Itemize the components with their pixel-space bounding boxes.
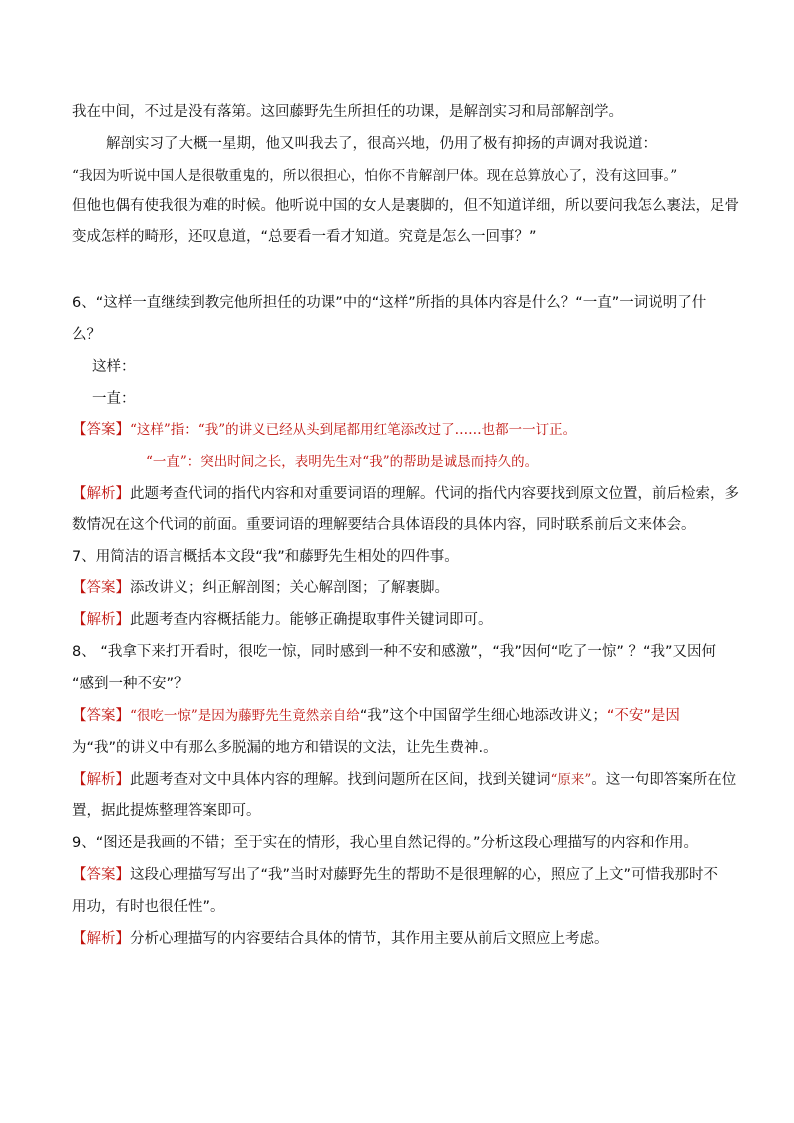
answer-tag: 【答案】 (72, 422, 130, 438)
q9-analysis (72, 929, 609, 949)
q6-blank-yizhi: 一直： (92, 391, 136, 407)
passage-line-5: 变成怎样的畸形，还叹息道，“总要看一看才知道。究竟是怎么一回事？” (72, 229, 537, 245)
q9-line-1: 9、“图还是我画的不错；至于实在的情形，我心里自然记得的。”分析这段心理描写的内容和作用。 (72, 835, 698, 851)
q8-answer-line-1 (72, 706, 680, 726)
passage-line-4: 但他也偶有使我很为难的时候。他听说中国的女人是裹脚的，但不知道详细，所以要问我怎么裹法，足骨 (72, 198, 739, 214)
q9-answer-line-1 (72, 865, 718, 885)
q8-analysis-line-1 (72, 770, 736, 790)
analysis-tag: 【解析】 (72, 772, 130, 788)
q6-analysis-line-2: 数情况在这个代词的前面。重要词语的理解要结合具体语段的具体内容，同时联系前后文来体会。 (72, 517, 696, 533)
q6-line-2: 么？ (72, 327, 101, 343)
passage-line-2: 解剖实习了大概一星期，他又叫我去了，很高兴地，仍用了极有抑扬的声调对我说道： (106, 136, 657, 152)
q8-analysis-text-1c: 。这一句即答案所在位 (591, 772, 737, 788)
q8-analysis-line-2: 置，据此提炼整理答案即可。 (72, 803, 261, 819)
q8-analysis-keyword: “原来” (550, 772, 592, 788)
q6-line-1: 6、“这样一直继续到教完他所担任的功课”中的“这样”所指的具体内容是什么？“一直”一词说明了什 (72, 295, 707, 311)
passage-line-1: 我在中间，不过是没有落第。这回藤野先生所担任的功课，是解剖实习和局部解剖学。 (72, 104, 623, 120)
q7-line-1: 7、用简洁的语言概括本文段“我”和藤野先生相处的四件事。 (72, 549, 459, 565)
analysis-tag: 【解析】 (72, 486, 130, 502)
answer-tag: 【答案】 (72, 708, 130, 724)
q7-analysis (72, 610, 493, 630)
q8-answer-text-1b: “我”这个中国留学生细心地添改讲义； (359, 708, 607, 724)
q8-analysis-text-1a: 此题考查对文中具体内容的理解。找到问题所在区间，找到关键词 (130, 772, 551, 788)
analysis-tag: 【解析】 (72, 612, 130, 628)
q6-answer-text-2: “一直”：突出时间之长，表明先生对“我”的帮助是诚恳而持久的。 (146, 454, 539, 470)
q6-analysis-line-1 (72, 484, 739, 504)
q6-answer-text-1: “这样”指：“我”的讲义已经从头到尾都用红笔添改过了……也都一一订正。 (130, 422, 577, 438)
q8-answer-line-2: 为“我”的讲义中有那么多脱漏的地方和错误的文法，让先生费神.。 (72, 740, 498, 756)
q9-answer-line-2: 用功，有时也很任性”。 (72, 899, 225, 915)
answer-tag: 【答案】 (72, 580, 130, 596)
q8-line-2: “感到一种不安”？ (72, 676, 189, 692)
q6-answer (72, 420, 576, 440)
q6-analysis-text-1: 此题考查代词的指代内容和对重要词语的理解。代词的指代内容要找到原文位置，前后检索，多 (130, 486, 739, 502)
q7-answer (72, 578, 449, 598)
q8-answer-text-1a: “很吃一惊”是因为藤野先生竟然亲自给 (130, 708, 360, 724)
q9-analysis-text: 分析心理描写的内容要结合具体的情节，其作用主要从前后文照应上考虑。 (130, 931, 609, 947)
q8-line-1: 8、 “我拿下来打开看时，很吃一惊，同时感到一种不安和感激”，“我”因何“吃了一惊” ？“我”又因何 (72, 644, 717, 660)
q9-answer-text-1: 这段心理描写写出了“我”当时对藤野先生的帮助不是很理解的心，照应了上文”可惜我那时不 (130, 867, 719, 883)
q7-analysis-text: 此题考查内容概括能力。能够正确提取事件关键词即可。 (130, 612, 493, 628)
passage-line-3: “我因为听说中国人是很敬重鬼的，所以很担心，怕你不肯解剖尸体。现在总算放心了，没有这回事。” (72, 168, 678, 184)
q6-blank-zheyang: 这样： (92, 359, 136, 375)
q8-answer-text-1c: “不安”是因 (606, 708, 680, 724)
q7-answer-text: 添改讲义；纠正解剖图；关心解剖图；了解裹脚。 (130, 580, 449, 596)
analysis-tag: 【解析】 (72, 931, 130, 947)
answer-tag: 【答案】 (72, 867, 130, 883)
